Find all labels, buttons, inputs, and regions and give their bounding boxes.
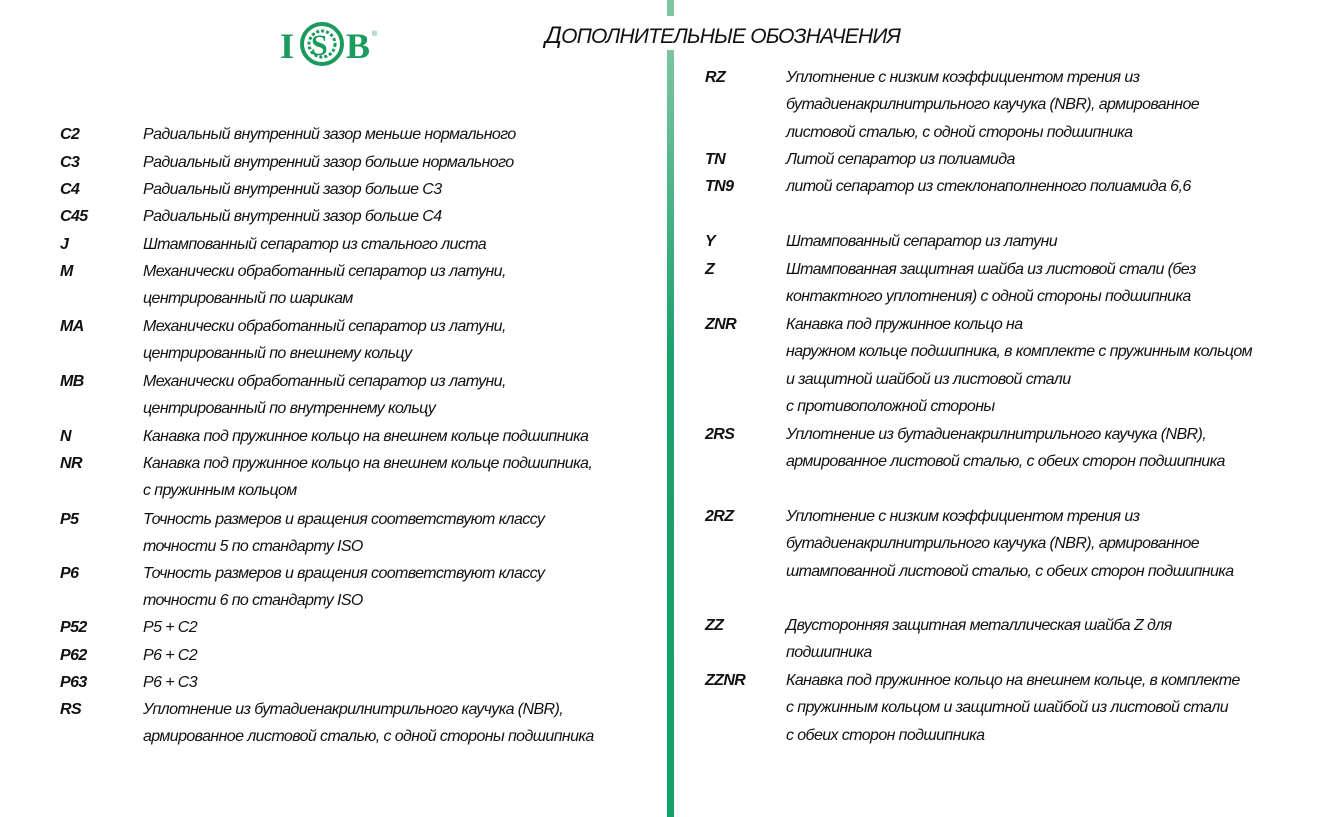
designation-description: [143, 203, 442, 230]
description-line: Механически обработанный сепаратор из латуни,: [143, 373, 506, 390]
description-line: литой сепаратор из стеклонаполненного полиамида 6,6: [786, 178, 1191, 195]
description-line: Механически обработанный сепаратор из латуни,: [143, 318, 506, 335]
designation-code: N: [60, 428, 71, 445]
description-line: наружном кольце подшипника, в комплекте с пружинным кольцом: [786, 343, 1252, 361]
description-line: Механически обработанный сепаратор из латуни,: [143, 263, 506, 280]
description-line: армированное листовой сталью, с обеих сторон подшипника: [786, 453, 1225, 471]
divider-top: [667, 0, 674, 16]
description-line: и защитной шайбой из листовой стали: [786, 370, 1071, 388]
designation-code: C4: [60, 181, 80, 198]
description-line: бутадиенакрилнитрильного каучука (NBR), армированное: [786, 535, 1200, 553]
designation-description: [786, 228, 1057, 255]
title-rest: ОПОЛНИТЕЛЬНЫЕ ОБОЗНАЧЕНИЯ: [561, 25, 901, 48]
designation-description: [143, 423, 588, 450]
designation-code: P5: [60, 511, 79, 528]
designation-description: [786, 421, 1225, 476]
designation-code: MB: [60, 373, 84, 390]
svg-text:I: I: [280, 26, 295, 66]
description-line: P6 + C2: [143, 647, 198, 664]
description-line: бутадиенакрилнитрильного каучука (NBR), армированное: [786, 96, 1200, 114]
designation-description: [143, 450, 592, 505]
description-line: Радиальный внутренний зазор больше C4: [143, 208, 442, 225]
designation-description: [143, 506, 544, 561]
designation-code: TN9: [705, 178, 734, 195]
designation-code: M: [60, 263, 73, 280]
description-line: Уплотнение с низким коэффициентом трения из: [786, 69, 1140, 86]
designation-description: [143, 258, 506, 313]
description-line: с противоположной стороны: [786, 397, 995, 415]
designation-code: P63: [60, 674, 87, 691]
designation-description: [786, 256, 1196, 311]
description-line: точности 5 по стандарту ISO: [143, 538, 363, 556]
description-line: центрированный по внешнему кольцу: [143, 345, 412, 363]
description-line: Радиальный внутренний зазор больше C3: [143, 181, 442, 198]
designation-description: [786, 612, 1172, 667]
description-line: P6 + C3: [143, 674, 198, 691]
designation-description: [143, 149, 514, 176]
description-line: Уплотнение из бутадиенакрилнитрильного каучука (NBR),: [786, 426, 1207, 443]
designation-code: C2: [60, 126, 80, 143]
designation-description: [786, 311, 1252, 420]
designation-code: ZZNR: [705, 672, 746, 689]
designation-code: C45: [60, 208, 88, 225]
designation-code: ZNR: [705, 316, 737, 333]
description-line: Радиальный внутренний зазор меньше нормального: [143, 126, 516, 143]
column-divider: [667, 50, 674, 817]
designation-code: 2RZ: [705, 508, 734, 525]
description-line: центрированный по внутреннему кольцу: [143, 400, 436, 418]
description-line: Литой сепаратор из полиамида: [786, 151, 1015, 168]
description-line: армированное листовой сталью, с одной стороны подшипника: [143, 728, 594, 746]
designation-description: [786, 503, 1234, 585]
description-line: Штампованная защитная шайба из листовой стали (без: [786, 261, 1196, 278]
description-line: штампованной листовой сталью, с обеих сторон подшипника: [786, 562, 1234, 580]
designation-code: TN: [705, 151, 726, 168]
description-line: подшипника: [786, 644, 872, 662]
svg-text:B: B: [346, 26, 371, 66]
designation-code: P6: [60, 565, 79, 582]
designation-code: P62: [60, 647, 87, 664]
description-line: Уплотнение из бутадиенакрилнитрильного каучука (NBR),: [143, 701, 564, 718]
description-line: Канавка под пружинное кольцо на: [786, 316, 1023, 333]
designation-code: ZZ: [705, 617, 724, 634]
designation-description: [143, 231, 486, 258]
description-line: Канавка под пружинное кольцо на внешнем кольце подшипника,: [143, 455, 593, 472]
designation-code: MA: [60, 318, 84, 335]
title-initial: Д: [545, 22, 562, 49]
designation-code: Z: [705, 261, 715, 278]
designation-description: [143, 560, 544, 615]
description-line: Точность размеров и вращения соответствуют классу: [143, 565, 545, 582]
designation-description: [143, 614, 197, 641]
description-line: листовой сталью, с одной стороны подшипника: [786, 123, 1133, 141]
designation-code: C3: [60, 154, 80, 171]
designation-description: [786, 146, 1015, 173]
page-title: [545, 22, 900, 50]
description-line: с обеих сторон подшипника: [786, 726, 985, 744]
designation-description: [143, 176, 442, 203]
description-line: точности 6 по стандарту ISO: [143, 592, 363, 610]
designation-code: 2RS: [705, 426, 735, 443]
isb-logo: [278, 22, 403, 66]
description-line: P5 + C2: [143, 619, 198, 636]
description-line: Штампованный сепаратор из латуни: [786, 233, 1058, 250]
designation-description: [143, 313, 506, 368]
description-line: с пружинным кольцом: [143, 482, 297, 500]
designation-description: [143, 696, 594, 751]
designation-code: NR: [60, 455, 82, 472]
description-line: Штампованный сепаратор из стального листа: [143, 236, 487, 253]
designation-code: J: [60, 236, 69, 253]
designation-code: P52: [60, 619, 87, 636]
designation-code: RZ: [705, 69, 726, 86]
description-line: Точность размеров и вращения соответствуют классу: [143, 511, 545, 528]
description-line: центрированный по шарикам: [143, 290, 353, 308]
description-line: Радиальный внутренний зазор больше нормального: [143, 154, 514, 171]
designation-description: [786, 64, 1199, 146]
designation-description: [143, 642, 197, 669]
designation-description: [786, 173, 1191, 200]
description-line: Двусторонняя защитная металлическая шайба Z для: [786, 617, 1172, 634]
description-line: Канавка под пружинное кольцо на внешнем кольце подшипника: [143, 428, 589, 445]
designation-code: Y: [705, 233, 716, 250]
description-line: Уплотнение с низким коэффициентом трения из: [786, 508, 1140, 525]
svg-text:S: S: [311, 29, 328, 62]
designation-description: [143, 368, 506, 423]
description-line: контактного уплотнения) с одной стороны подшипника: [786, 288, 1191, 306]
designation-description: [143, 121, 516, 148]
description-line: Канавка под пружинное кольцо на внешнем кольце, в комплекте: [786, 672, 1240, 689]
svg-text:®: ®: [372, 31, 378, 38]
designation-description: [143, 669, 197, 696]
description-line: с пружинным кольцом и защитной шайбой из листовой стали: [786, 699, 1228, 717]
designation-code: RS: [60, 701, 82, 718]
designation-description: [786, 667, 1240, 749]
